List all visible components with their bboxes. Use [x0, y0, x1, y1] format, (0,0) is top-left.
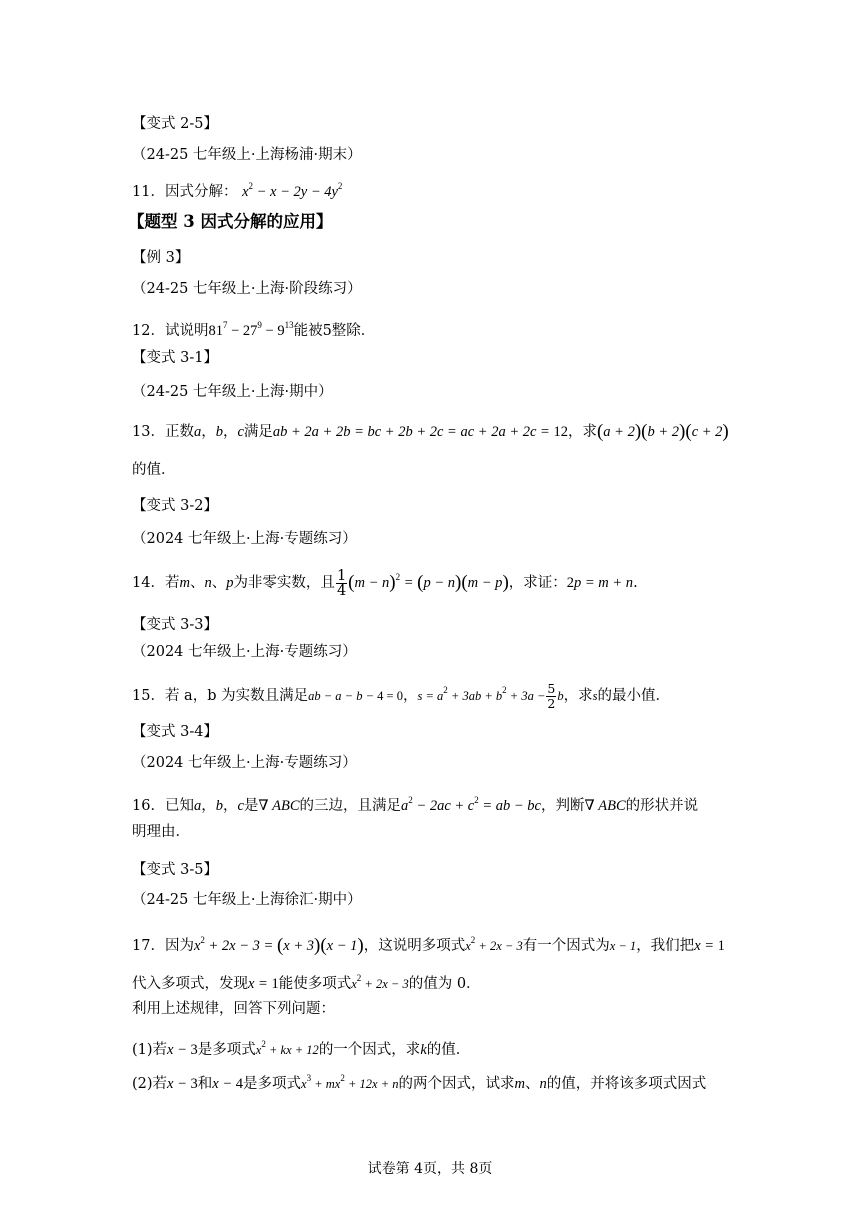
section-heading: 【题型 3 因式分解的应用】	[128, 212, 333, 231]
problem-11: 11．因式分解： $x^2 - x - 2y - 4y^2$	[132, 181, 343, 200]
problem-source: （24-25 七年级上·上海杨浦·期末）	[132, 147, 362, 163]
problem-14: 14．若m、n、p为非零实数，且 $\frac{1}{4}$ $(m - n)^2 = (p - n)(m - p)$，求证：2p = m + n.	[132, 567, 638, 599]
problem-17-part2: (2)若x − 3和x − 4是多项式$x^3 + mx^2 + 12x + n$的两个因式，试求m、n的值，并将该多项式因式	[132, 1073, 707, 1092]
problem-source: （24-25 七年级上·上海·阶段练习）	[132, 281, 362, 297]
problem-12: 12．试说明$81^7 - 27^9 - 9^{13}$能被5整除．	[132, 320, 376, 339]
variant-label-2-5: 【变式 2-5】	[132, 116, 218, 132]
problem-16: 16．已知a，b，c是∇ ABC的三边，且满足$a^2 - 2ac + c^2$ = ab − bc，判断∇ ABC的形状并说	[132, 795, 699, 814]
example-label-3: 【例 3】	[132, 250, 190, 266]
problem-13-continued: 的值．	[132, 462, 176, 478]
problem-17-part1: (1)若x − 3是多项式$x^2$ + kx + 12的一个因式，求k的值．	[132, 1039, 471, 1058]
math-expression: $x^2 + 2x - 3 = (x + 3)(x - 1)$	[193, 935, 364, 956]
problem-source: （24-25 七年级上·上海·期中）	[132, 384, 333, 400]
math-expression: $81^7 - 27^9 - 9^{13}$	[208, 320, 294, 339]
problem-source: （2024 七年级上·上海·专题练习）	[132, 755, 357, 771]
fraction: $\frac{5}{2}$	[547, 680, 556, 711]
problem-source: （2024 七年级上·上海·专题练习）	[132, 644, 357, 660]
fraction: $\frac{1}{4}$	[336, 567, 347, 599]
variant-label-3-3: 【变式 3-3】	[132, 617, 218, 633]
math-expression: ab + 2a + 2b = bc + 2b + 2c = ac + 2a + 2c = 12	[272, 424, 568, 440]
math-expression: $a^2 - 2ac + c^2$ = ab − bc	[401, 795, 541, 814]
math-expression: (a + 2)(b + 2)(c + 2)	[596, 421, 729, 442]
math-expression: 2p = m + n	[566, 575, 634, 591]
variant-label-3-2: 【变式 3-2】	[132, 498, 218, 514]
variant-label-3-1: 【变式 3-1】	[132, 350, 218, 366]
math-expression: $x^2 - x - 2y - 4y^2$	[242, 181, 343, 200]
variant-label-3-5: 【变式 3-5】	[132, 862, 218, 878]
problem-16-continued: 明理由．	[132, 824, 190, 840]
problem-source: （24-25 七年级上·上海徐汇·期中）	[132, 892, 362, 908]
page-footer: 试卷第 4页，共 8页	[367, 1161, 493, 1177]
problem-source: （2024 七年级上·上海·专题练习）	[132, 531, 357, 547]
math-expression: $(m - n)^2 = (p - n)(m - p)$	[348, 572, 509, 593]
problem-17: 17．因为$x^2 + 2x - 3 = (x + 3)(x - 1)$，这说明多项式$x^2 + 2x - 3$有一个因式为x − 1，我们把x = 1	[132, 935, 725, 956]
problem-15: 15．若 a，b 为实数且满足ab − a − b − 4 = 0，$s = a^2 + 3ab + b^2 + 3a$ − $\frac{5}{2}$ b，求s的最小值．	[132, 680, 670, 711]
problem-17-line3: 利用上述规律，回答下列问题：	[132, 1001, 335, 1017]
variant-label-3-4: 【变式 3-4】	[132, 724, 218, 740]
problem-13: 13．正数a，b，c满足ab + 2a + 2b = bc + 2b + 2c = ac + 2a + 2c = 12，求(a + 2)(b + 2)(c + 2)	[132, 421, 729, 442]
problem-17-line2: 代入多项式，发现x = 1能使多项式$x^2 + 2x - 3$的值为 0．	[132, 973, 481, 992]
